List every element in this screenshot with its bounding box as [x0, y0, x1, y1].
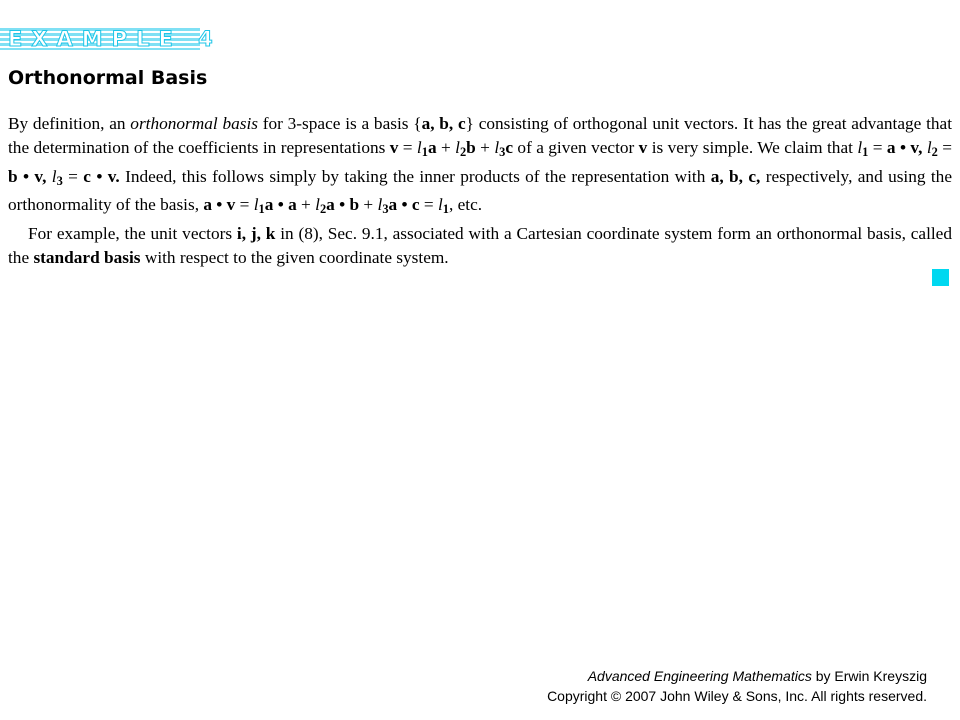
coefficient-l: l: [51, 166, 57, 186]
text-run: is very simple. We claim that: [647, 138, 858, 158]
dot-product: a • c: [388, 195, 420, 215]
text-run: in (8), Sec. 9.1, associated with a Cartesian coordinate system form an orthonormal basis, called the: [8, 223, 952, 268]
equals-sign: =: [419, 195, 438, 215]
subscript: 3: [56, 174, 63, 189]
coefficient-l: l: [455, 138, 460, 158]
text-run: of a given vector: [513, 138, 639, 158]
coefficient-l: l: [494, 138, 500, 158]
example-label: EXAMPLE 4: [8, 27, 222, 51]
vector-c: c: [505, 138, 514, 158]
text-run: , etc.: [448, 195, 483, 215]
term-orthonormal-basis: orthonormal basis: [130, 114, 258, 133]
subscript: 1: [862, 145, 869, 160]
dot-product: b • v: [8, 166, 43, 186]
paragraph-2: [8, 222, 952, 271]
equals-sign: =: [62, 166, 84, 186]
dot-product: c • v.: [83, 166, 120, 186]
footer-credit: [547, 666, 927, 686]
dot-product: a • v: [886, 138, 919, 158]
end-of-example-marker: [932, 269, 949, 286]
vector-v: v: [638, 138, 648, 158]
subscript: 2: [931, 145, 938, 160]
body-text: [8, 112, 952, 271]
subscript: 3: [499, 145, 506, 160]
comma: ,: [42, 166, 52, 186]
vector-set: a, b, c: [421, 114, 466, 133]
plus-sign: +: [296, 195, 316, 215]
dot-product: a • v: [203, 195, 236, 215]
equals-sign: =: [868, 138, 887, 158]
copyright-notice: Copyright © 2007 John Wiley & Sons, Inc. All rights reserved.: [547, 688, 927, 704]
book-author: by Erwin Kreyszig: [811, 668, 927, 684]
plus-sign: +: [475, 138, 495, 158]
text-run: for 3-space is a basis {: [257, 114, 422, 133]
term-standard-basis: standard basis: [33, 248, 141, 268]
vector-b: b: [466, 138, 476, 158]
dot-product: a • b: [326, 195, 360, 215]
subscript: 2: [319, 202, 327, 217]
vector-v: v: [389, 138, 399, 158]
coefficient-l: l: [926, 138, 932, 158]
subscript: 1: [258, 202, 265, 217]
coefficient-l: l: [857, 138, 863, 158]
subscript: 3: [382, 202, 389, 217]
coefficient-l: l: [416, 138, 422, 158]
paragraph-1: [8, 112, 952, 222]
vector-a: a: [427, 138, 437, 158]
dot-product: a • a: [264, 195, 297, 215]
coefficient-l: l: [437, 195, 443, 215]
subscript: 1: [421, 145, 428, 160]
section-heading: Orthonormal Basis: [8, 67, 208, 89]
book-title: Advanced Engineering Mathematics: [587, 668, 812, 684]
text-run: with respect to the given coordinate system.: [140, 248, 449, 268]
coefficient-l: l: [253, 195, 259, 215]
equals-sign: =: [398, 138, 417, 158]
text-run: } consisting of orthogonal unit vectors. It has the great advantage that the determination of the coefficients in representations: [8, 114, 953, 158]
equals-sign: =: [235, 195, 254, 215]
subscript: 2: [459, 145, 467, 160]
comma: ,: [918, 138, 927, 158]
text-run: For example, the unit vectors: [28, 223, 237, 243]
footer: [547, 666, 927, 706]
subscript: 1: [442, 202, 449, 217]
unit-vectors: i, j, k: [236, 223, 276, 243]
plus-sign: +: [436, 138, 456, 158]
coefficient-l: l: [315, 195, 320, 215]
text-run: By definition, an: [8, 114, 131, 133]
plus-sign: +: [359, 195, 378, 215]
text-run: respectively, and using the orthonormality of the basis,: [8, 166, 952, 215]
coefficient-l: l: [377, 195, 383, 215]
equals-sign: =: [937, 138, 952, 158]
text-run: Indeed, this follows simply by taking the inner products of the representation with: [119, 166, 711, 186]
vector-set: a, b, c,: [710, 166, 761, 186]
